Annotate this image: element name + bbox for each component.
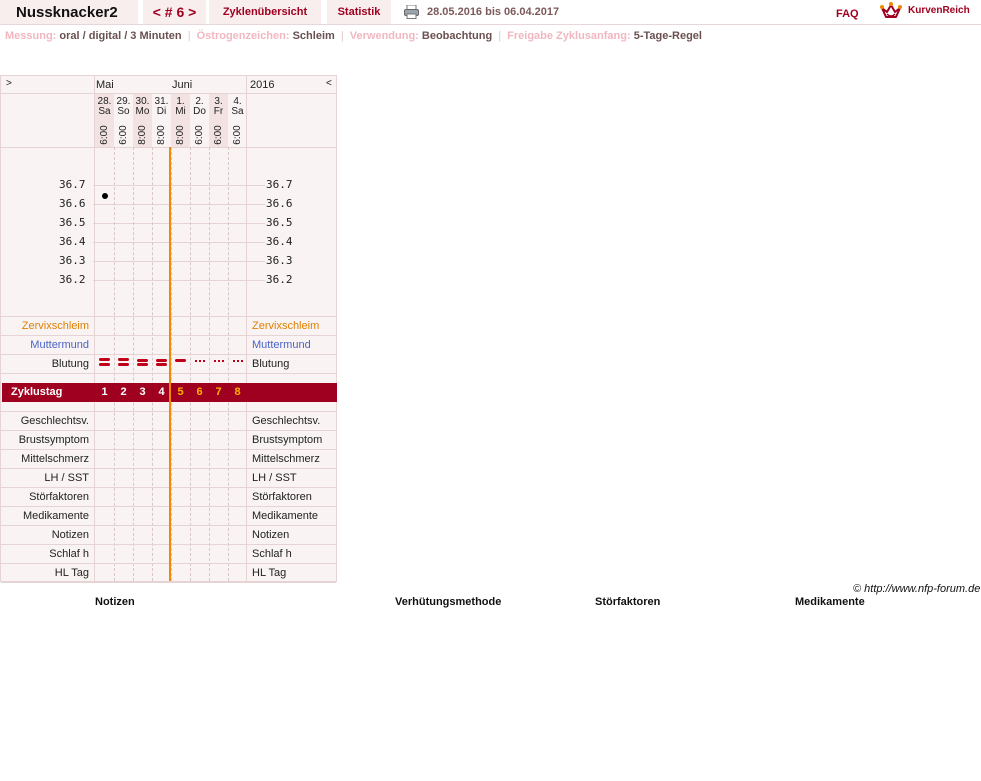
bleeding-mark-spotting[interactable] [194, 356, 206, 370]
day-time [152, 121, 171, 149]
day-column-line [114, 147, 115, 581]
day-date: 31. [154, 96, 169, 107]
row-label-right-schlaf-h: Schlaf h [252, 548, 292, 560]
verhuetungsmethode-heading: Verhütungsmethode [395, 596, 502, 608]
day-time-text: 8:00 [174, 125, 186, 145]
notizen-heading: Notizen [95, 596, 135, 608]
messung-value: oral / digital / 3 Minuten [59, 30, 182, 42]
cycle-release-marker [169, 147, 171, 581]
cycle-chart [0, 75, 337, 582]
day-header-7[interactable] [228, 94, 247, 147]
row-label-hl-tag: HL Tag [54, 567, 89, 579]
cycle-day-number: 7 [215, 386, 222, 398]
oestrogen-label: Östrogenzeichen: [196, 30, 290, 42]
temperature-tick-left: 36.4 [59, 235, 86, 248]
muttermund-label-right: Muttermund [252, 339, 311, 351]
page-title: Nussknacker2 [16, 4, 118, 21]
crown-icon [880, 1, 902, 21]
day-column-line [133, 147, 134, 581]
scroll-right-button[interactable]: < [326, 78, 332, 89]
settings-info-line [5, 30, 702, 42]
row-label-schlaf-h: Schlaf h [49, 548, 89, 560]
day-time-text: 6:00 [98, 125, 110, 145]
blutung-label: Blutung [51, 358, 89, 370]
day-weekday: Sa [231, 106, 244, 117]
separator: | [498, 30, 502, 42]
day-time-text: 6:00 [117, 125, 129, 145]
blutung-label-right: Blutung [252, 358, 290, 370]
temperature-gridline [93, 242, 265, 243]
temperature-gridline [93, 280, 265, 281]
tab-zyklenuebersicht[interactable]: Zyklenübersicht [209, 0, 321, 24]
day-column-line [228, 147, 229, 581]
row-label-right-lh-sst: LH / SST [252, 472, 297, 484]
day-time-text: 8:00 [136, 125, 148, 145]
bleeding-mark-light[interactable] [175, 356, 187, 370]
bleeding-mark-heavy[interactable] [118, 356, 130, 370]
day-column-line [171, 147, 172, 581]
printer-icon[interactable] [404, 5, 419, 19]
day-weekday: Do [193, 106, 206, 117]
temperature-tick-left: 36.2 [59, 273, 86, 286]
row-label-right-hl-tag: HL Tag [252, 567, 287, 579]
row-label-brustsymptom: Brustsymptom [18, 434, 89, 446]
cycle-day-number: 8 [234, 386, 241, 398]
day-weekday: So [117, 106, 130, 117]
row-divider [1, 582, 336, 583]
row-label-right-notizen: Notizen [252, 529, 290, 541]
tab-statistik[interactable]: Statistik [327, 0, 391, 24]
cycle-day-number: 5 [177, 386, 184, 398]
stoerfaktoren-heading: Störfaktoren [595, 596, 661, 608]
day-time [95, 121, 114, 149]
month-label-juni: Juni [172, 79, 193, 91]
cycle-day-number: 1 [101, 386, 108, 398]
separator: | [187, 30, 191, 42]
temperature-tick-right: 36.4 [266, 235, 293, 248]
separator: | [340, 30, 344, 42]
day-time [209, 121, 228, 149]
oestrogen-value: Schleim [292, 30, 335, 42]
next-cycle-button[interactable]: > [188, 4, 197, 20]
temperature-tick-right: 36.7 [266, 178, 293, 191]
day-time [114, 121, 133, 149]
temperature-tick-left: 36.6 [59, 197, 86, 210]
row-label-right-medikamente: Medikamente [252, 510, 319, 522]
day-weekday: Di [156, 106, 167, 117]
top-bar [0, 0, 981, 25]
day-column-line [190, 147, 191, 581]
row-label-geschlechtsv-: Geschlechtsv. [20, 415, 89, 427]
temperature-tick-right: 36.6 [266, 197, 293, 210]
row-label-right-brustsymptom: Brustsymptom [252, 434, 323, 446]
row-label-lh-sst: LH / SST [44, 472, 89, 484]
title-box [0, 0, 138, 24]
day-time [228, 121, 247, 149]
row-label-mittelschmerz: Mittelschmerz [21, 453, 89, 465]
day-time [190, 121, 209, 149]
bleeding-mark-medium[interactable] [156, 356, 168, 370]
day-header-4[interactable] [171, 94, 190, 147]
bleeding-mark-heavy[interactable] [99, 356, 111, 370]
cycle-day-number: 2 [120, 386, 127, 398]
medikamente-heading: Medikamente [795, 596, 865, 608]
bleeding-mark-medium[interactable] [137, 356, 149, 370]
freigabe-label: Freigabe Zyklusanfang: [507, 30, 631, 42]
day-date: 1. [176, 96, 185, 107]
day-date: 30. [135, 96, 150, 107]
month-label-mai: Mai [96, 79, 114, 91]
row-label-medikamente: Medikamente [22, 510, 89, 522]
temperature-gridline [93, 223, 265, 224]
day-header-0[interactable] [95, 94, 114, 147]
row-label-notizen: Notizen [51, 529, 89, 541]
day-column-line [152, 147, 153, 581]
day-date: 28. [97, 96, 112, 107]
day-time [171, 121, 190, 149]
temperature-tick-left: 36.3 [59, 254, 86, 267]
freigabe-value: 5-Tage-Regel [633, 30, 702, 42]
day-date: 2. [195, 96, 204, 107]
verwendung-value: Beobachtung [421, 30, 493, 42]
day-header-6[interactable] [209, 94, 228, 147]
zervixschleim-label-right: Zervixschleim [252, 320, 320, 332]
day-header-1[interactable] [114, 94, 133, 147]
temperature-gridline [93, 261, 265, 262]
cycle-day-number: 6 [196, 386, 203, 398]
day-time-text: 8:00 [155, 125, 167, 145]
scroll-left-button[interactable]: > [6, 78, 12, 89]
row-label-right-geschlechtsv-: Geschlechtsv. [252, 415, 321, 427]
cycle-navigator [143, 0, 206, 24]
row-label-störfaktoren: Störfaktoren [29, 491, 89, 503]
cycle-day-label: Zyklustag [11, 386, 63, 398]
day-weekday: Sa [98, 106, 111, 117]
day-time-text: 6:00 [212, 125, 224, 145]
day-column-line [209, 147, 210, 581]
verwendung-label: Verwendung: [349, 30, 419, 42]
temperature-tick-right: 36.3 [266, 254, 293, 267]
day-date: 3. [214, 96, 223, 107]
temperature-tick-left: 36.7 [59, 178, 86, 191]
day-weekday: Mo [135, 106, 150, 117]
day-header-2[interactable] [133, 94, 152, 147]
temperature-gridline [93, 185, 265, 186]
temperature-tick-left: 36.5 [59, 216, 86, 229]
day-date: 29. [116, 96, 131, 107]
temperature-tick-right: 36.5 [266, 216, 293, 229]
faq-link[interactable]: FAQ [836, 8, 859, 20]
year-label: 2016 [250, 79, 275, 91]
logo-text: KurvenReich [908, 5, 970, 16]
temperature-tick-right: 36.2 [266, 273, 293, 286]
zervixschleim-label: Zervixschleim [21, 320, 89, 332]
temperature-point[interactable] [102, 193, 108, 199]
previous-cycle-button[interactable]: < [152, 4, 161, 20]
source-credit: © http://www.nfp-forum.de [853, 583, 981, 595]
muttermund-label: Muttermund [30, 339, 89, 351]
cycle-day-number: 4 [158, 386, 165, 398]
cycle-day-number: 3 [139, 386, 146, 398]
messung-label: Messung: [5, 30, 57, 42]
day-header-5[interactable] [190, 94, 209, 147]
row-label-right-störfaktoren: Störfaktoren [252, 491, 312, 503]
day-weekday: Mi [175, 106, 186, 117]
bleeding-mark-spotting[interactable] [213, 356, 225, 370]
cycle-number: # 6 [164, 4, 185, 20]
day-time-text: 6:00 [193, 125, 205, 145]
day-time [133, 121, 152, 149]
date-range: 28.05.2016 bis 06.04.2017 [427, 6, 560, 18]
row-label-right-mittelschmerz: Mittelschmerz [252, 453, 320, 465]
day-weekday: Fr [213, 106, 224, 117]
day-time-text: 6:00 [231, 125, 243, 145]
temperature-gridline [93, 204, 265, 205]
day-date: 4. [233, 96, 242, 107]
day-header-3[interactable] [152, 94, 171, 147]
bleeding-mark-spotting[interactable] [232, 356, 244, 370]
